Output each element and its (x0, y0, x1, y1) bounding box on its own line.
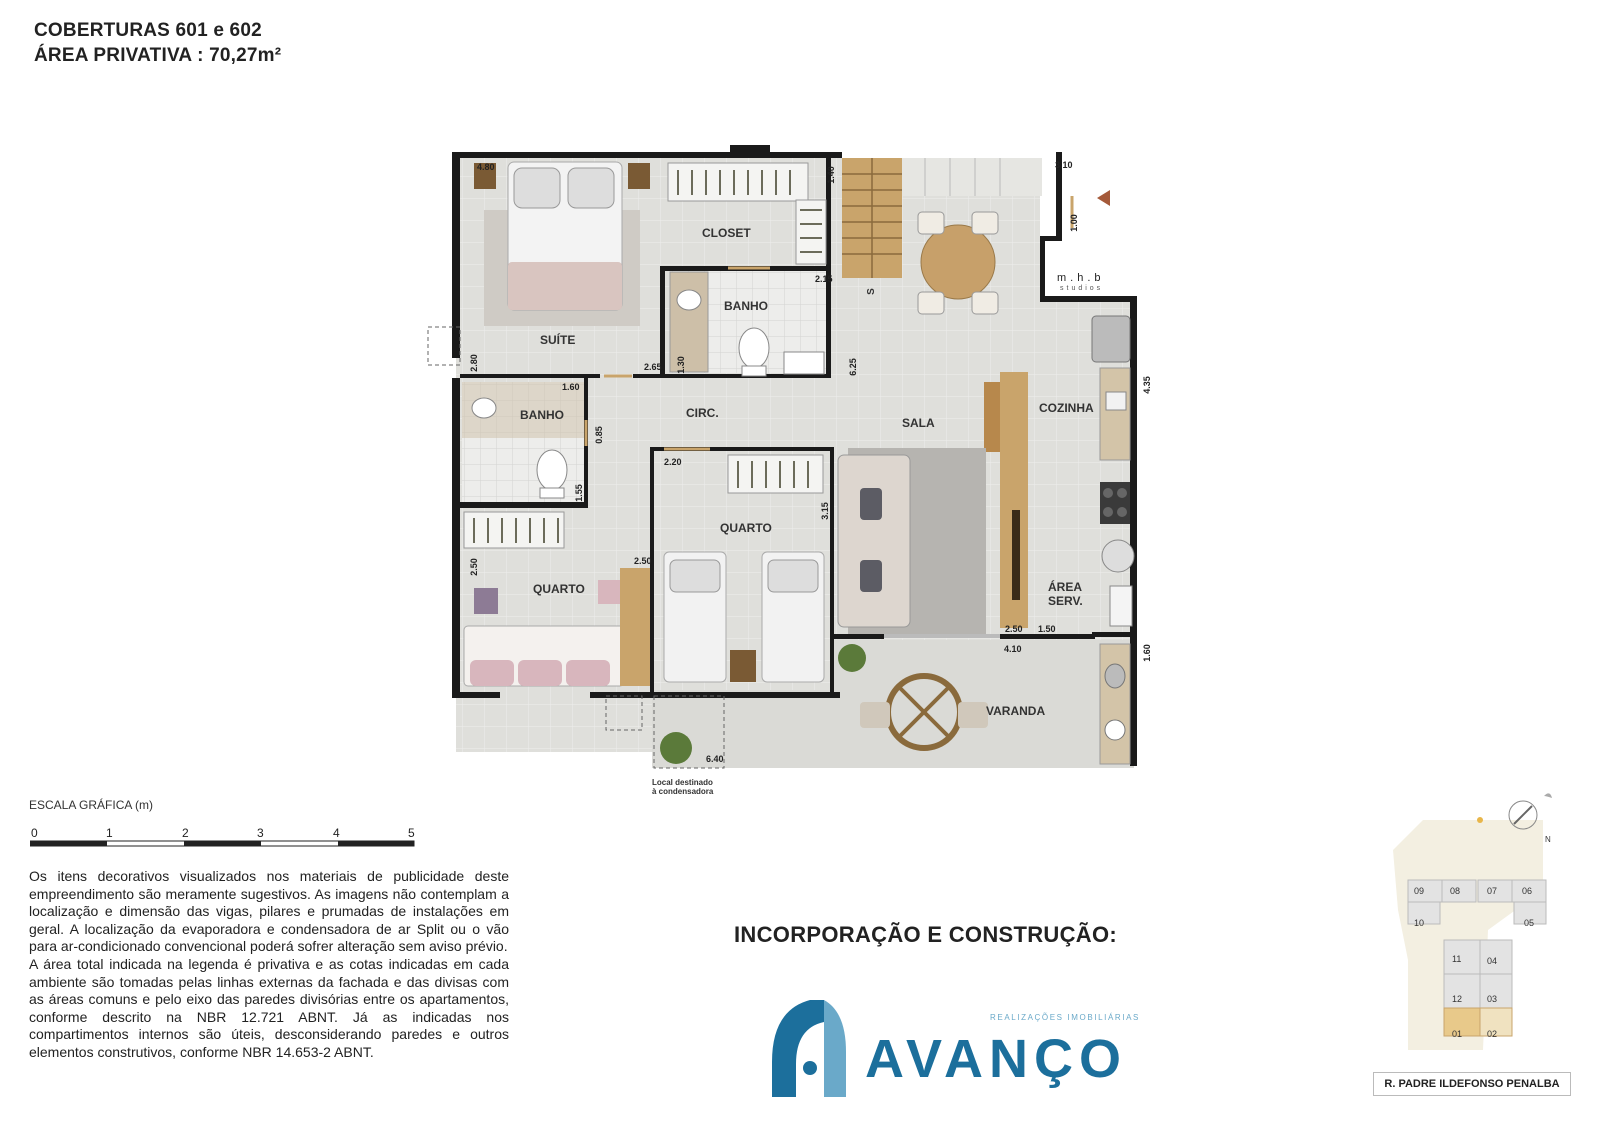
toilet (739, 328, 769, 368)
room-circulation: CIRC. (686, 406, 719, 420)
unit-label: 02 (1487, 1029, 1498, 1039)
dim-label: 2.50 (468, 558, 479, 576)
dim-label: 1.50 (1038, 624, 1056, 634)
room-laundry-2: SERV. (1048, 594, 1083, 608)
studio-subtitle: studios (1060, 285, 1104, 292)
unit-label: 08 (1450, 886, 1461, 896)
kitchen-counter (1100, 368, 1130, 460)
dim-label: 1.00 (1068, 214, 1079, 232)
room-living: SALA (902, 416, 935, 430)
brand-logo-icon (762, 992, 852, 1102)
dim-label: 6.25 (847, 358, 858, 376)
stair-marker: S (865, 288, 877, 295)
room-social-bath: BANHO (520, 408, 564, 422)
unit-label: 11 (1452, 954, 1462, 964)
room-suite-bath: BANHO (724, 299, 768, 313)
unit-label: 01 (1452, 1029, 1463, 1039)
scale-tick: 4 (333, 826, 340, 840)
dim-label: 3.10 (1055, 160, 1073, 170)
room-kitchen: COZINHA (1039, 401, 1094, 415)
washer (1102, 540, 1134, 572)
disclaimer (29, 868, 509, 1062)
scale-tick: 5 (408, 826, 415, 840)
dim-label: 0.85 (593, 426, 604, 444)
unit-label: 09 (1414, 886, 1425, 896)
dim-label: 4.35 (1141, 376, 1152, 394)
room-laundry-1: ÁREA (1048, 580, 1083, 594)
unit-label: 06 (1522, 886, 1533, 896)
plant (660, 732, 692, 764)
key-plan (1368, 790, 1578, 1070)
room-suite: SUÍTE (540, 333, 576, 347)
brand-name: AVANÇO (865, 1029, 1127, 1089)
condenser-note: Local destinado à condensadora (652, 778, 714, 796)
dim-label: 6.40 (706, 754, 724, 764)
room-bedroom-2: QUARTO (720, 521, 772, 535)
dim-label: 2.50 (634, 556, 652, 566)
scale-tick: 3 (257, 826, 264, 840)
developer-heading: INCORPORAÇÃO E CONSTRUÇÃO: (734, 922, 1118, 947)
scale-tick: 1 (106, 826, 113, 840)
dining-table (921, 225, 995, 299)
plant (838, 644, 866, 672)
dim-label: 2.15 (815, 274, 833, 284)
unit-label: 04 (1487, 956, 1498, 966)
fridge (1092, 316, 1130, 362)
plan-title: COBERTURAS 601 e 602 (34, 20, 262, 41)
private-area: ÁREA PRIVATIVA : 70,27m² (34, 45, 282, 66)
dim-label: 2.20 (664, 457, 682, 467)
dim-label: 2.80 (468, 354, 479, 372)
dim-label: 1.55 (573, 484, 584, 502)
scale-bar (30, 838, 416, 850)
unit-label: 07 (1487, 886, 1498, 896)
studio-logo: m.h.b (1057, 272, 1105, 284)
scale-tick: 2 (182, 826, 189, 840)
dim-label: 4.80 (477, 162, 495, 172)
unit-label: 12 (1452, 994, 1463, 1004)
sofa (838, 455, 910, 627)
unit-label: 05 (1524, 918, 1535, 928)
north-label: N (1545, 835, 1551, 844)
unit-label: 10 (1414, 918, 1425, 928)
dim-label: 2.50 (1005, 624, 1023, 634)
scale-tick: 0 (31, 826, 38, 840)
desk (620, 568, 650, 686)
cooktop (1100, 482, 1130, 524)
street-label: R. PADRE ILDEFONSO PENALBA (1373, 1072, 1571, 1096)
shower (784, 352, 824, 374)
disclaimer-paragraph: A área total indicada na legenda é privativa e as cotas indicadas em cada ambiente são tomadas pelas linhas externas da fachada e das divisas com as áreas comuns e pelo eixo das paredes divisórias entre os apartamentos, conforme descrito na NBR 12.721 ABNT. Já as indicadas nos compartimentos internos são úteis, desconsiderando paredes e outros elementos construtivos, conforme NBR 14.653-2 ABNT. (29, 955, 509, 1060)
room-balcony: VARANDA (986, 704, 1046, 718)
dim-label: 1.60 (562, 382, 580, 392)
dim-label: 1.60 (1141, 644, 1152, 662)
room-closet: CLOSET (702, 226, 751, 240)
disclaimer-paragraph: Os itens decorativos visualizados nos materiais de publicidade deste empreendimento são meramente sugestivos. As imagens não contemplam a localização e dimensão das vigas, pilares e prumadas de instalações em geral. A localização da evaporadora e condensadora de ar Split ou o vão para ar-condicionado convencional poderá sofrer alteração sem aviso prévio. (29, 868, 509, 955)
room-bedroom-1: QUARTO (533, 582, 585, 596)
dim-label: 1.40 (825, 166, 836, 184)
dim-label: 4.10 (1004, 644, 1022, 654)
dim-label: 2.65 (644, 362, 662, 372)
scale-title: ESCALA GRÁFICA (m) (29, 798, 154, 812)
brand-tagline: REALIZAÇÕES IMOBILIÁRIAS (990, 1013, 1140, 1022)
dim-label: 1.30 (675, 356, 686, 374)
dim-label: 3.15 (819, 502, 830, 520)
unit-label: 03 (1487, 994, 1498, 1004)
